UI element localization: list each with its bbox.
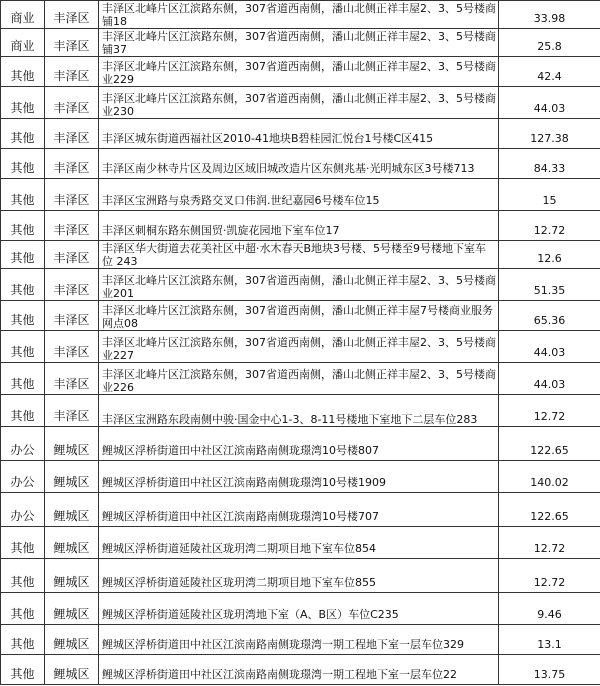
- table-row: [1, 427, 600, 461]
- row-type: 商业: [1, 29, 45, 57]
- row-district: 丰泽区: [45, 149, 99, 179]
- row-type: 其他: [1, 625, 45, 655]
- row-address: 丰泽区北峰片区江滨路东侧，307省道西南侧，潘山北侧正祥丰屋2、3、5号楼商业226: [99, 363, 499, 395]
- row-area: 13.1: [499, 625, 600, 655]
- row-type: 其他: [1, 241, 45, 269]
- table-row: [1, 241, 600, 269]
- row-area: 127.38: [499, 119, 600, 149]
- row-address: 丰泽区华大街道去花美社区中超·水木春天B地块3号楼、5号楼至9号楼地下室车位 243: [99, 241, 499, 269]
- table-row: [1, 269, 600, 301]
- row-area: 140.02: [499, 461, 600, 493]
- row-area: 122.65: [499, 493, 600, 527]
- row-district: 丰泽区: [45, 363, 99, 395]
- row-district: 丰泽区: [45, 179, 99, 211]
- row-type: 其他: [1, 87, 45, 119]
- row-type: 其他: [1, 331, 45, 363]
- table-row: [1, 655, 600, 685]
- row-address: 丰泽区北峰片区江滨路东侧，307省道西南侧，潘山北侧正祥丰屋2、3、5号楼商业230: [99, 87, 499, 119]
- row-address: 丰泽区宝洲路与泉秀路交叉口伟润.世纪嘉园6号楼车位15: [99, 179, 499, 211]
- row-address: 丰泽区北峰片区江滨路东侧，307省道西南侧，潘山北侧正祥丰屋7号楼商业服务网点08: [99, 301, 499, 331]
- row-district: 丰泽区: [45, 301, 99, 331]
- row-type: 其他: [1, 559, 45, 593]
- property-table-body: [1, 1, 600, 685]
- row-district: 鲤城区: [45, 427, 99, 461]
- row-address: 丰泽区城东街道西福社区2010-41地块B碧桂园汇悦台1号楼C区415: [99, 119, 499, 149]
- row-area: 122.65: [499, 427, 600, 461]
- row-address: 鲤城区浮桥街道田中社区江滨南路南侧珑璟湾10号楼807: [99, 427, 499, 461]
- table-row: [1, 331, 600, 363]
- row-area: 44.03: [499, 331, 600, 363]
- row-district: 鲤城区: [45, 655, 99, 685]
- row-type: 其他: [1, 593, 45, 625]
- row-district: 丰泽区: [45, 395, 99, 427]
- row-district: 鲤城区: [45, 625, 99, 655]
- row-area: 15: [499, 179, 600, 211]
- row-address: 鲤城区浮桥街道延陵社区珑玥湾地下室（A、B区）车位C235: [99, 593, 499, 625]
- row-address: 鲤城区浮桥街道延陵社区珑玥湾二期项目地下室车位855: [99, 559, 499, 593]
- row-district: 鲤城区: [45, 559, 99, 593]
- row-area: 12.72: [499, 211, 600, 241]
- row-area: 44.03: [499, 363, 600, 395]
- row-area: 12.72: [499, 559, 600, 593]
- row-address: 丰泽区北峰片区江滨路东侧，307省道西南侧，潘山北侧正祥丰屋2、3、5号楼商铺18: [99, 1, 499, 29]
- row-type: 其他: [1, 211, 45, 241]
- row-type: 商业: [1, 1, 45, 29]
- row-type: 其他: [1, 655, 45, 685]
- row-address: 丰泽区北峰片区江滨路东侧，307省道西南侧，潘山北侧正祥丰屋2、3、5号楼商铺37: [99, 29, 499, 57]
- table-row: [1, 211, 600, 241]
- row-district: 丰泽区: [45, 269, 99, 301]
- row-district: 丰泽区: [45, 241, 99, 269]
- row-district: 丰泽区: [45, 57, 99, 87]
- row-area: 44.03: [499, 87, 600, 119]
- row-type: 其他: [1, 363, 45, 395]
- row-type: 其他: [1, 119, 45, 149]
- row-area: 12.72: [499, 395, 600, 427]
- table-row: [1, 29, 600, 57]
- table-row: [1, 559, 600, 593]
- table-row: [1, 593, 600, 625]
- row-type: 其他: [1, 149, 45, 179]
- row-address: 丰泽区南少林寺片区及周边区域旧城改造片区东侧兆基·光明城东区3号楼713: [99, 149, 499, 179]
- row-area: 12.72: [499, 527, 600, 559]
- table-row: [1, 301, 600, 331]
- row-type: 办公: [1, 427, 45, 461]
- row-type: 其他: [1, 527, 45, 559]
- table-row: [1, 363, 600, 395]
- row-area: 33.98: [499, 1, 600, 29]
- table-row: [1, 149, 600, 179]
- row-area: 65.36: [499, 301, 600, 331]
- row-type: 其他: [1, 269, 45, 301]
- row-type: 其他: [1, 179, 45, 211]
- table-row: [1, 179, 600, 211]
- row-area: 12.6: [499, 241, 600, 269]
- row-district: 鲤城区: [45, 493, 99, 527]
- row-type: 办公: [1, 461, 45, 493]
- row-address: 鲤城区浮桥街道延陵社区珑玥湾二期项目地下室车位854: [99, 527, 499, 559]
- row-address: 鲤城区浮桥街道田中社区江滨南路南侧珑璟湾一期工程地下室一层车位22: [99, 655, 499, 685]
- table-row: [1, 527, 600, 559]
- row-area: 13.75: [499, 655, 600, 685]
- row-district: 丰泽区: [45, 87, 99, 119]
- row-area: 51.35: [499, 269, 600, 301]
- table-row: [1, 395, 600, 427]
- table-row: [1, 493, 600, 527]
- row-district: 丰泽区: [45, 211, 99, 241]
- row-type: 办公: [1, 493, 45, 527]
- row-district: 丰泽区: [45, 29, 99, 57]
- row-type: 其他: [1, 57, 45, 87]
- row-address: 鲤城区浮桥街道田中社区江滨南路南侧珑璟湾一期工程地下室一层车位329: [99, 625, 499, 655]
- row-district: 丰泽区: [45, 1, 99, 29]
- table-row: [1, 1, 600, 29]
- row-address: 丰泽区北峰片区江滨路东侧，307省道西南侧，潘山北侧正祥丰屋2、3、5号楼商业227: [99, 331, 499, 363]
- row-district: 鲤城区: [45, 593, 99, 625]
- row-area: 84.33: [499, 149, 600, 179]
- table-row: [1, 119, 600, 149]
- row-address: 丰泽区北峰片区江滨路东侧，307省道西南侧，潘山北侧正祥丰屋2、3、5号楼商业201: [99, 269, 499, 301]
- row-area: 25.8: [499, 29, 600, 57]
- row-address: 丰泽区宝洲路东段南侧中骏·国金中心1-3、8-11号楼地下室地下二层车位283: [99, 395, 499, 427]
- row-area: 42.4: [499, 57, 600, 87]
- row-type: 其他: [1, 301, 45, 331]
- row-district: 丰泽区: [45, 119, 99, 149]
- row-area: 9.46: [499, 593, 600, 625]
- row-district: 鲤城区: [45, 461, 99, 493]
- table-row: [1, 461, 600, 493]
- row-district: 鲤城区: [45, 527, 99, 559]
- row-address: 鲤城区浮桥街道田中社区江滨南路南侧珑璟湾10号楼707: [99, 493, 499, 527]
- row-address: 鲤城区浮桥街道田中社区江滨南路南侧珑璟湾10号楼1909: [99, 461, 499, 493]
- table-row: [1, 57, 600, 87]
- row-address: 丰泽区北峰片区江滨路东侧，307省道西南侧，潘山北侧正祥丰屋2、3、5号楼商业229: [99, 57, 499, 87]
- row-district: 丰泽区: [45, 331, 99, 363]
- table-row: [1, 87, 600, 119]
- table-row: [1, 625, 600, 655]
- row-address: 丰泽区刺桐东路东侧国贸·凯旋花园地下室车位17: [99, 211, 499, 241]
- row-type: 其他: [1, 395, 45, 427]
